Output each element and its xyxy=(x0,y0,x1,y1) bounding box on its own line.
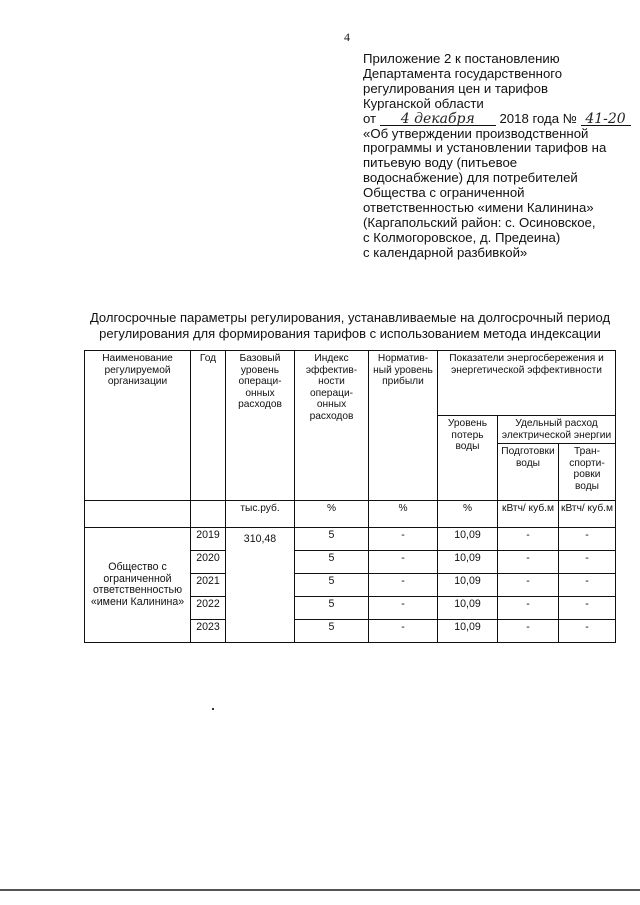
base-costs-value: 310,48 xyxy=(226,528,295,643)
index-cell: 5 xyxy=(295,551,369,574)
profit-cell: - xyxy=(369,551,438,574)
year-cell: 2022 xyxy=(191,597,226,620)
date-suffix: 2018 года № xyxy=(499,110,577,126)
annex-title-line: водоснабжение) для потребителей xyxy=(363,170,578,186)
transportation-cell: - xyxy=(559,551,616,574)
header-efficiency-index: Индекс эффектив-ности операци-онных расходов xyxy=(295,351,369,501)
header-water-losses: Уровень потерь воды xyxy=(438,416,498,501)
preparation-cell: - xyxy=(498,574,559,597)
annex-line: Приложение 2 к постановлению xyxy=(363,51,560,66)
header-specific-consumption: Удельный расход электрической энергии xyxy=(498,416,616,444)
unit-index: % xyxy=(295,501,369,528)
header-profit-level: Норматив-ный уровень прибыли xyxy=(369,351,438,501)
preparation-cell: - xyxy=(498,551,559,574)
annex-title-line: Общества с ограниченной xyxy=(363,185,525,201)
unit-profit: % xyxy=(369,501,438,528)
transportation-cell: - xyxy=(559,597,616,620)
index-cell: 5 xyxy=(295,574,369,597)
header-org: Наименование регулируемой организации xyxy=(85,351,191,501)
losses-cell: 10,09 xyxy=(438,528,498,551)
annex-title-line: питьевую воду (питьевое xyxy=(363,155,518,171)
annex-title-line: ответственностью «имени Калинина» xyxy=(363,200,594,216)
year-cell: 2019 xyxy=(191,528,226,551)
transportation-cell: - xyxy=(559,620,616,643)
index-cell: 5 xyxy=(295,528,369,551)
header-base-costs: Базовый уровень операци-онных расходов xyxy=(226,351,295,501)
year-cell: 2020 xyxy=(191,551,226,574)
losses-cell: 10,09 xyxy=(438,597,498,620)
transportation-cell: - xyxy=(559,574,616,597)
regulation-parameters-table xyxy=(84,350,616,643)
annex-line: Курганской области xyxy=(363,95,484,111)
profit-cell: - xyxy=(369,597,438,620)
transportation-cell: - xyxy=(559,528,616,551)
annex-title-line: (Каргапольский район: с. Осиновское, xyxy=(363,214,596,230)
header-year: Год xyxy=(191,351,226,501)
scan-bottom-edge xyxy=(0,889,640,891)
unit-cell-empty xyxy=(85,501,191,528)
annex-line: регулирования цен и тарифов xyxy=(363,80,548,96)
page-number: 4 xyxy=(344,30,350,44)
annex-title-line: с Колмогоровское, д. Предеина) xyxy=(363,229,561,245)
profit-cell: - xyxy=(369,620,438,643)
preparation-cell: - xyxy=(498,597,559,620)
annex-title-line: программы и установлении тарифов на xyxy=(363,140,607,156)
header-preparation: Подготовки воды xyxy=(498,444,559,501)
table-heading xyxy=(80,310,620,342)
scan-speck xyxy=(212,708,214,710)
annex-date-line xyxy=(363,112,633,127)
unit-losses: % xyxy=(438,501,498,528)
annex-line: Департамента государственного xyxy=(363,65,563,81)
year-cell: 2023 xyxy=(191,620,226,643)
heading-line: Долгосрочные параметры регулирования, устанавливаемые на долгосрочный период xyxy=(89,310,611,325)
preparation-cell: - xyxy=(498,620,559,643)
index-cell: 5 xyxy=(295,597,369,620)
profit-cell: - xyxy=(369,528,438,551)
annex-title-line: «Об утверждении производственной xyxy=(363,125,589,141)
handwritten-date: 4 декабря xyxy=(380,113,496,126)
header-transportation: Тран-спорти-ровки воды xyxy=(559,444,616,501)
losses-cell: 10,09 xyxy=(438,574,498,597)
year-cell: 2021 xyxy=(191,574,226,597)
handwritten-number: 41-20 xyxy=(581,113,631,126)
unit-cell-empty xyxy=(191,501,226,528)
unit-base: тыс.руб. xyxy=(226,501,295,528)
annex-title-line: с календарной разбивкой» xyxy=(363,244,528,260)
annex-block xyxy=(363,52,633,261)
table-row xyxy=(85,528,616,551)
organization-name: Общество с ограниченной ответственностью «имени Калинина» xyxy=(85,528,191,643)
losses-cell: 10,09 xyxy=(438,620,498,643)
unit-preparation: кВтч/ куб.м xyxy=(498,501,559,528)
header-energy-indicators: Показатели энергосбережения и энергетической эффективности xyxy=(438,351,616,416)
index-cell: 5 xyxy=(295,620,369,643)
date-prefix: от xyxy=(363,110,377,126)
heading-line: регулирования для формирования тарифов с использованием метода индексации xyxy=(99,326,601,341)
preparation-cell: - xyxy=(498,528,559,551)
profit-cell: - xyxy=(369,574,438,597)
unit-transportation: кВтч/ куб.м xyxy=(559,501,616,528)
losses-cell: 10,09 xyxy=(438,551,498,574)
